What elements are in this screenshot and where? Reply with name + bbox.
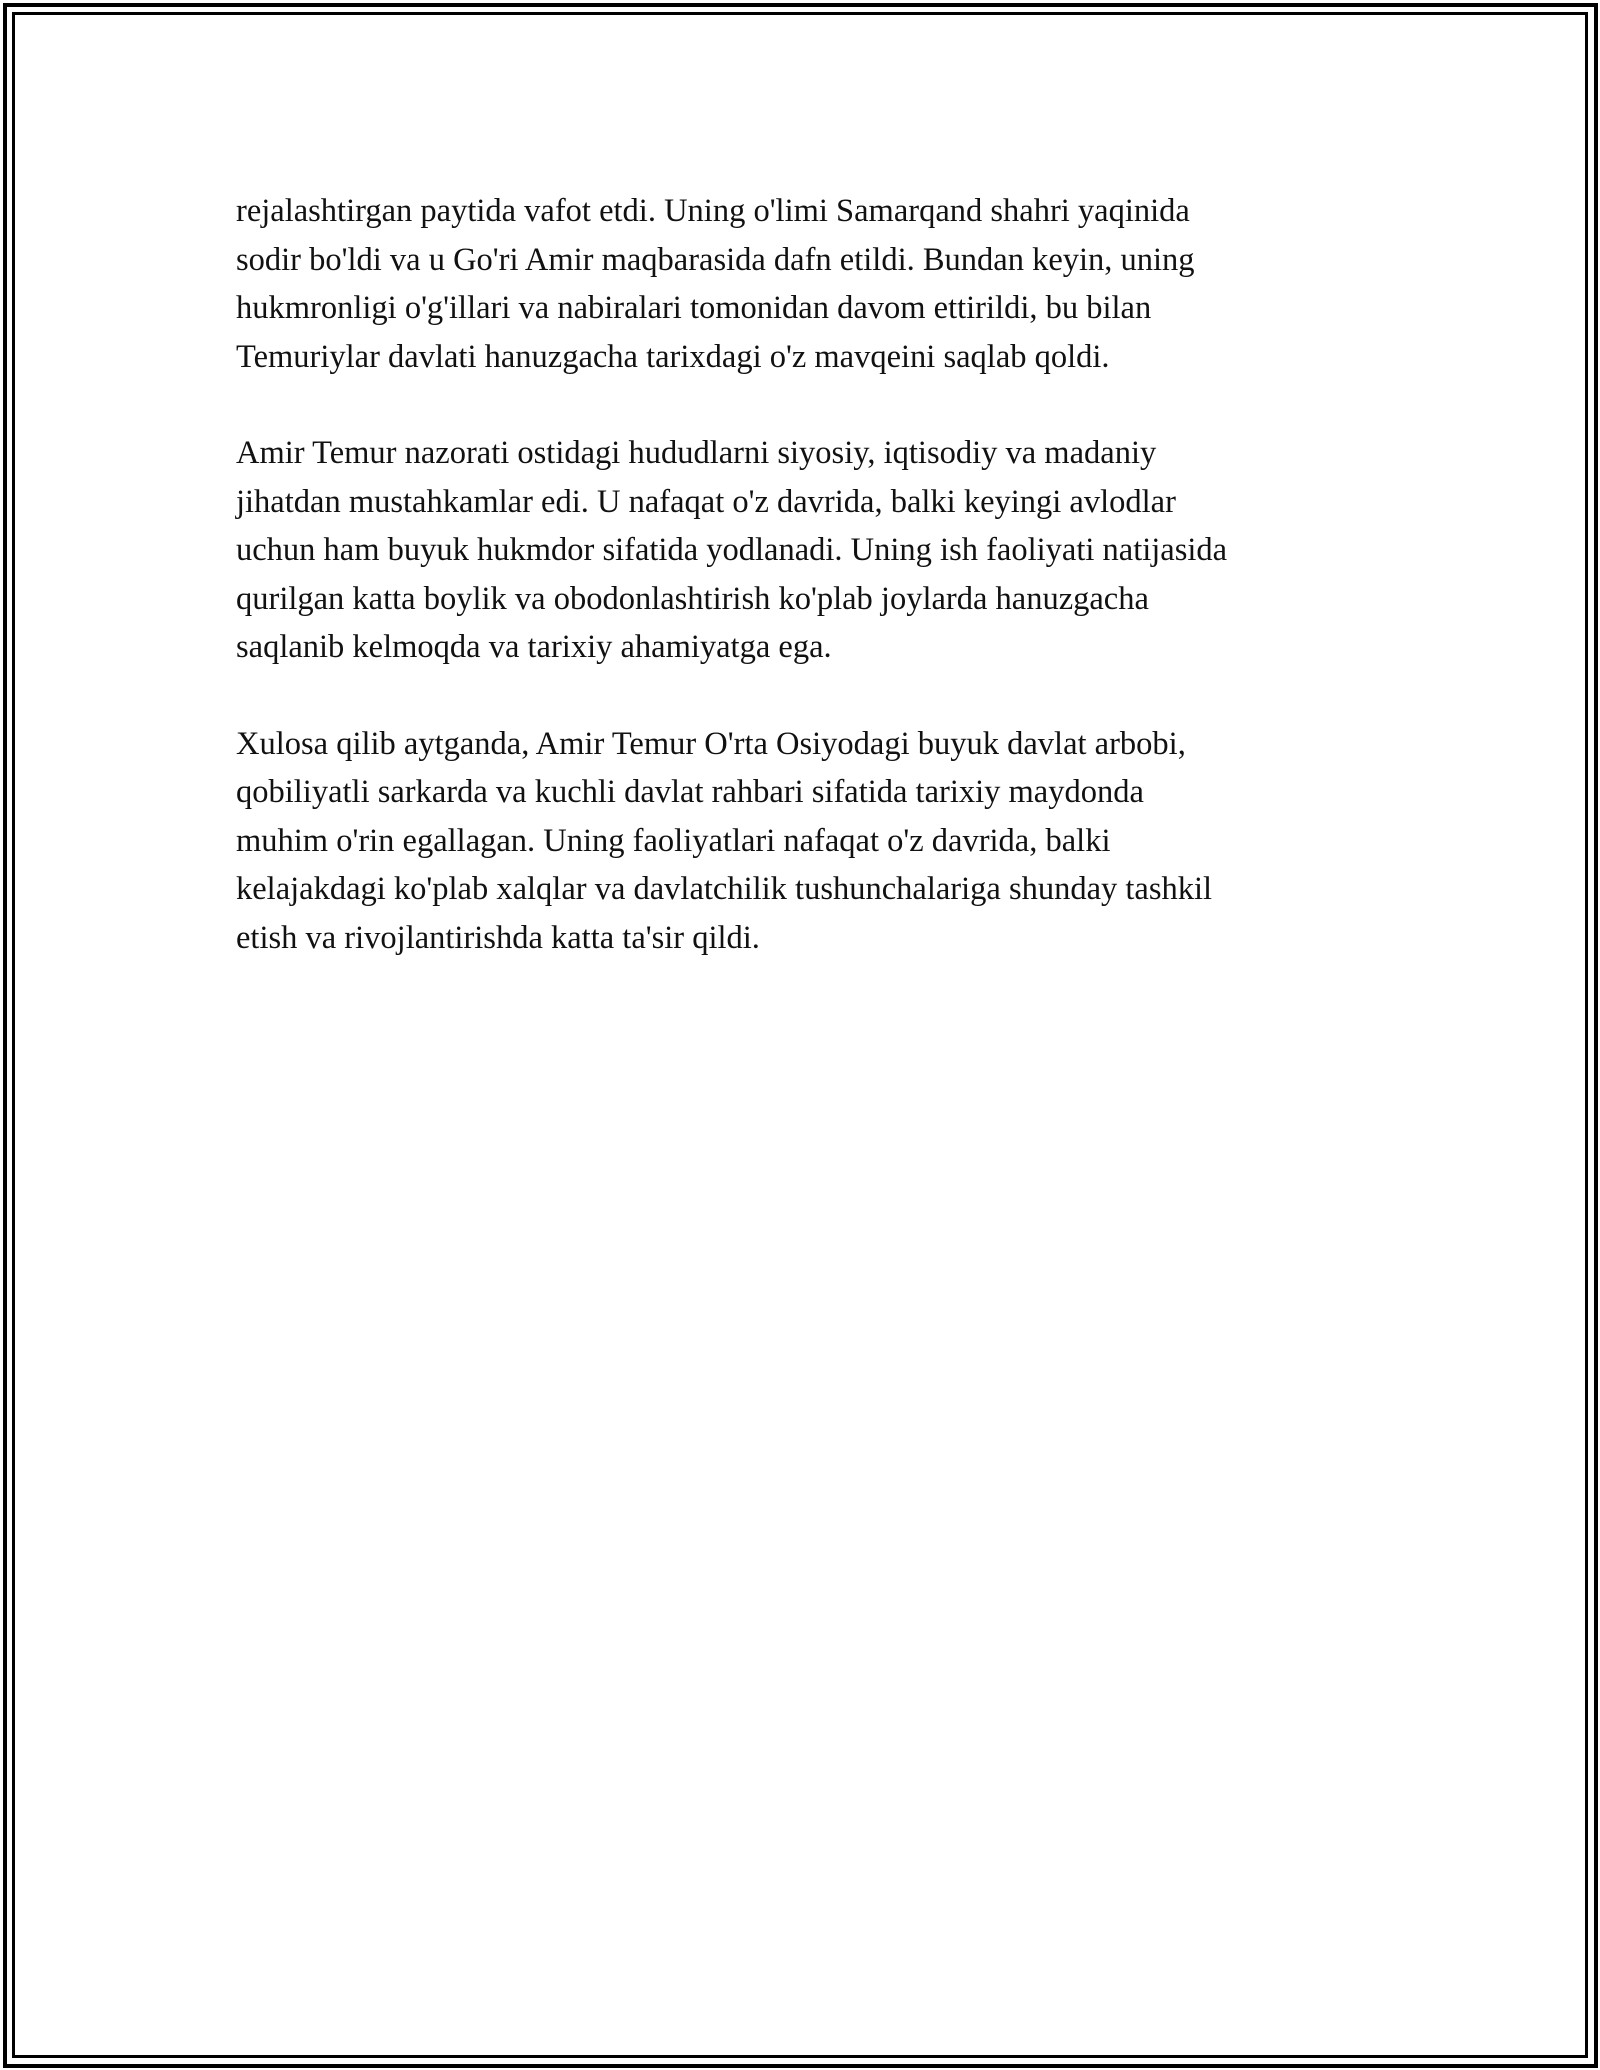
paragraph-1: rejalashtirgan paytida vafot etdi. Uning o'limi Samarqand shahri yaqinida sodir bo'ldi va u Go'ri Amir maqbarasida dafn etildi. Bundan keyin, uning hukmronligi o'g'illari va nabiralari tomonidan davom ettirildi, bu bilan Temuriylar davlati hanuzgacha tarixdagi o'z mavqeini saqlab qoldi.: [236, 193, 1195, 375]
document-body: [236, 187, 1366, 1010]
paragraph-2: Amir Temur nazorati ostidagi hududlarni siyosiy, iqtisodiy va madaniy jihatdan mustahkamlar edi. U nafaqat o'z davrida, balki keyingi avlodlar uchun ham buyuk hukmdor sifatida yodlanadi. Uning ish faoliyati natijasida qurilgan katta boylik va obodonlashtirish ko'plab joylarda hanuzgacha saqlanib kelmoqda va tarixiy ahamiyatga ega.: [236, 435, 1228, 665]
paragraph-3: Xulosa qilib aytganda, Amir Temur O'rta Osiyodagi buyuk davlat arbobi, qobiliyatli sarkarda va kuchli davlat rahbari sifatida tarixiy maydonda muhim o'rin egallagan. Uning faoliyatlari nafaqat o'z davrida, balki kelajakdagi ko'plab xalqlar va davlatchilik tushunchalariga shunday tashkil etish va rivojlantirishda katta ta'sir qildi.: [236, 725, 1213, 956]
